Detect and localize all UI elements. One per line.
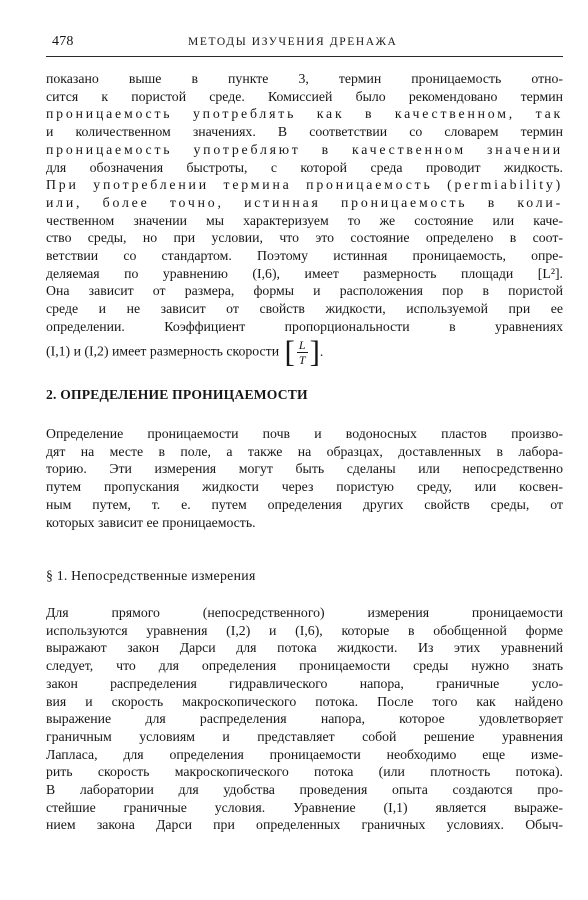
page-number: 478 bbox=[52, 34, 74, 49]
header-rule bbox=[46, 56, 563, 57]
formula-trailing-period: . bbox=[319, 344, 324, 360]
section-3-line-5: закон распределения гидравлического напора, граничные усло- bbox=[46, 675, 563, 691]
paragraph-1-line-10: ство среды, но при условии, что это состояние определено в соот- bbox=[46, 230, 563, 246]
formula-denominator: T bbox=[298, 352, 306, 367]
section-3-line-1: Для прямого (непосредственного) измерения проницаемости bbox=[46, 605, 563, 620]
paragraph-1-line-12: деляемая по уравнению (I,6), имеет размерность площади [L²]. bbox=[46, 265, 563, 281]
section-3-line-4: следует, что для определения проницаемости среды нужно знать bbox=[46, 658, 563, 674]
paragraph-1-line-6: для обозначения быстроты, с которой среда проводит жидкость. bbox=[46, 159, 563, 175]
velocity-dimension-formula bbox=[284, 333, 324, 369]
formula-left-bracket: [ bbox=[284, 333, 295, 369]
section-3-line-12: стейшие граничные условия. Уравнение (I,1) является выраже- bbox=[46, 799, 563, 815]
formula-numerator: L bbox=[298, 337, 306, 352]
section-2-line-1: Определение проницаемости почв и водоносных пластов произво- bbox=[46, 426, 563, 441]
paragraph-1-line-15: определении. Коэффициент пропорциональности в уравнениях bbox=[46, 318, 563, 334]
paragraph-1-line-4: и количественном значениях. В соответствии со словарем термин bbox=[46, 124, 563, 140]
paragraph-1-line-13: Она зависит от размера, формы и расположения пор в пористой bbox=[46, 283, 563, 299]
section-3-line-2: используются уравнения (I,2) и (I,6), которые в обобщенной форме bbox=[46, 622, 563, 638]
paragraph-1-line-11: ветствии со стандартом. Поэтому истинная проницаемость, опре- bbox=[46, 248, 563, 264]
section-3-heading-prefix: § 1. bbox=[46, 568, 68, 583]
paragraph-1-line-14: среде и не зависит от свойств жидкости, используемой при ее bbox=[46, 301, 563, 317]
paragraph-1-line-8: или, более точно, истинная проницаемость в коли- bbox=[46, 194, 563, 210]
paragraph-1-line-3: проницаемость употреблять как в качественном, так bbox=[46, 106, 563, 122]
section-3-line-10: рить скорость макроскопического потока (или плотность потока). bbox=[46, 764, 563, 780]
section-2-line-5: ным путем, т. е. путем определения других свойств среды, от bbox=[46, 496, 563, 512]
section-2-paragraph bbox=[46, 425, 563, 531]
section-2-line-6: которых зависит ее проницаемость. bbox=[46, 514, 256, 530]
running-head: МЕТОДЫ ИЗУЧЕНИЯ ДРЕНАЖА bbox=[188, 36, 398, 48]
paragraph-1 bbox=[46, 70, 563, 369]
paragraph-1-line-9: чественном значении мы характеризуем то же состояние или каче- bbox=[46, 212, 563, 228]
paragraph-1-line-5: проницаемость употребляют в качественном значении bbox=[46, 141, 563, 157]
paragraph-1-line-16-text: (I,1) и (I,2) имеет размерность скорости bbox=[46, 343, 280, 359]
formula-fraction bbox=[297, 339, 308, 366]
section-2-heading: 2. ОПРЕДЕЛЕНИЕ ПРОНИЦАЕМОСТИ bbox=[46, 387, 308, 402]
section-3-line-7: выражение для распределения напора, которое удовлетворяет bbox=[46, 711, 563, 727]
section-3-line-9: Лапласа, для определения проницаемости необходимо еще изме- bbox=[46, 746, 563, 762]
section-3-line-13: нием закона Дарси при определенных граничных условиях. Обыч- bbox=[46, 817, 563, 833]
formula-right-bracket: ] bbox=[309, 333, 320, 369]
paragraph-1-line-2: сится к пористой среде. Комиссией было рекомендовано термин bbox=[46, 88, 563, 104]
section-3-line-11: В лаборатории для удобства проведения опыта создаются про- bbox=[46, 782, 563, 798]
section-3-line-8: граничным условиям и представляет собой решение уравнения bbox=[46, 728, 563, 744]
section-2-line-3: торию. Эти измерения могут быть сделаны или непосредственно bbox=[46, 461, 563, 477]
section-3-line-3: выражают закон Дарси для потока жидкости. Из этих уравнений bbox=[46, 640, 563, 656]
section-3-heading-title: Непосредственные измерения bbox=[71, 568, 256, 583]
section-3-heading bbox=[46, 568, 256, 584]
section-3-line-6: вия и скорость макроскопического потока. После того как найдено bbox=[46, 693, 563, 709]
section-3-paragraph bbox=[46, 604, 563, 834]
paragraph-1-line-7: При употреблении термина проницаемость (permiability) bbox=[46, 177, 563, 193]
section-2-line-4: путем пропускания жидкости через пористую среду, или косвен- bbox=[46, 479, 563, 495]
section-2-line-2: дят на месте в поле, а также на образцах, доставленных в лабора- bbox=[46, 443, 563, 459]
paragraph-1-line-1: показано выше в пункте 3, термин проницаемость отно- bbox=[46, 71, 563, 86]
paragraph-1-line-16 bbox=[46, 333, 563, 369]
